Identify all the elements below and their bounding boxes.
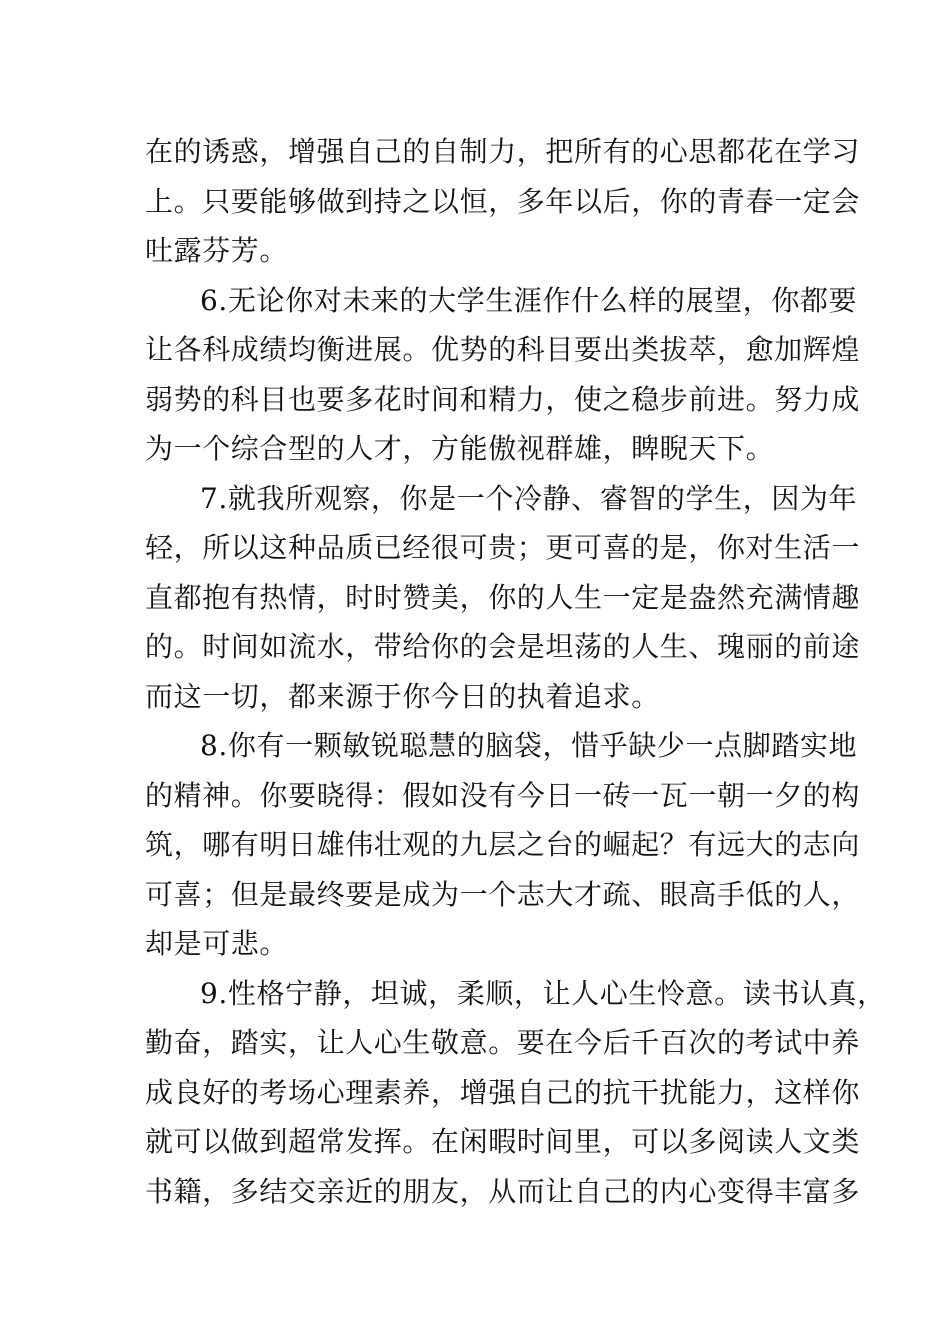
paragraph-7-first-line: 7.就我所观察，你是一个冷静、睿智的学生，因为年 [200, 482, 858, 515]
text-line: 可喜；但是最终要是成为一个志大才疏、眼高手低的人， [145, 878, 861, 911]
text-line: 让各科成绩均衡进展。优势的科目要出类拔萃，愈加辉煌 [145, 333, 861, 366]
text-line: 而这一切，都来源于你今日的执着追求。 [145, 680, 660, 713]
paragraph-6-first-line: 6.无论你对未来的大学生涯作什么样的展望，你都要 [200, 284, 858, 317]
text-line: 轻，所以这种品质已经很可贵；更可喜的是，你对生活一 [145, 531, 861, 564]
text-line: 的。时间如流水，带给你的会是坦荡的人生、瑰丽的前途 [145, 630, 861, 663]
paragraph-8-first-line: 8.你有一颗敏锐聪慧的脑袋，惜乎缺少一点脚踏实地 [200, 729, 858, 762]
text-line: 在的诱惑，增强自己的自制力，把所有的心思都花在学习 [145, 135, 861, 168]
text-line: 书籍，多结交亲近的朋友，从而让自己的内心变得丰富多 [145, 1175, 861, 1208]
text-line: 弱势的科目也要多花时间和精力，使之稳步前进。努力成 [145, 383, 861, 416]
paragraph-9-first-line: 9.性格宁静，坦诚，柔顺，让人心生怜意。读书认真， [200, 977, 886, 1010]
text-line: 就可以做到超常发挥。在闲暇时间里，可以多阅读人文类 [145, 1125, 861, 1158]
text-line: 筑，哪有明日雄伟壮观的九层之台的崛起？有远大的志向 [145, 828, 861, 861]
text-line: 直都抱有热情，时时赞美，你的人生一定是盎然充满情趣 [145, 581, 861, 614]
text-line: 吐露芬芳。 [145, 234, 289, 267]
text-line: 却是可悲。 [145, 927, 289, 960]
text-line: 成良好的考场心理素养，增强自己的抗干扰能力，这样你 [145, 1076, 861, 1109]
text-line: 为一个综合型的人才，方能傲视群雄，睥睨天下。 [145, 432, 775, 465]
text-line: 勤奋，踏实，让人心生敬意。要在今后千百次的考试中养 [145, 1026, 861, 1059]
text-line: 的精神。你要晓得：假如没有今日一砖一瓦一朝一夕的构 [145, 779, 861, 812]
text-line: 上。只要能够做到持之以恒，多年以后，你的青春一定会 [145, 185, 861, 218]
